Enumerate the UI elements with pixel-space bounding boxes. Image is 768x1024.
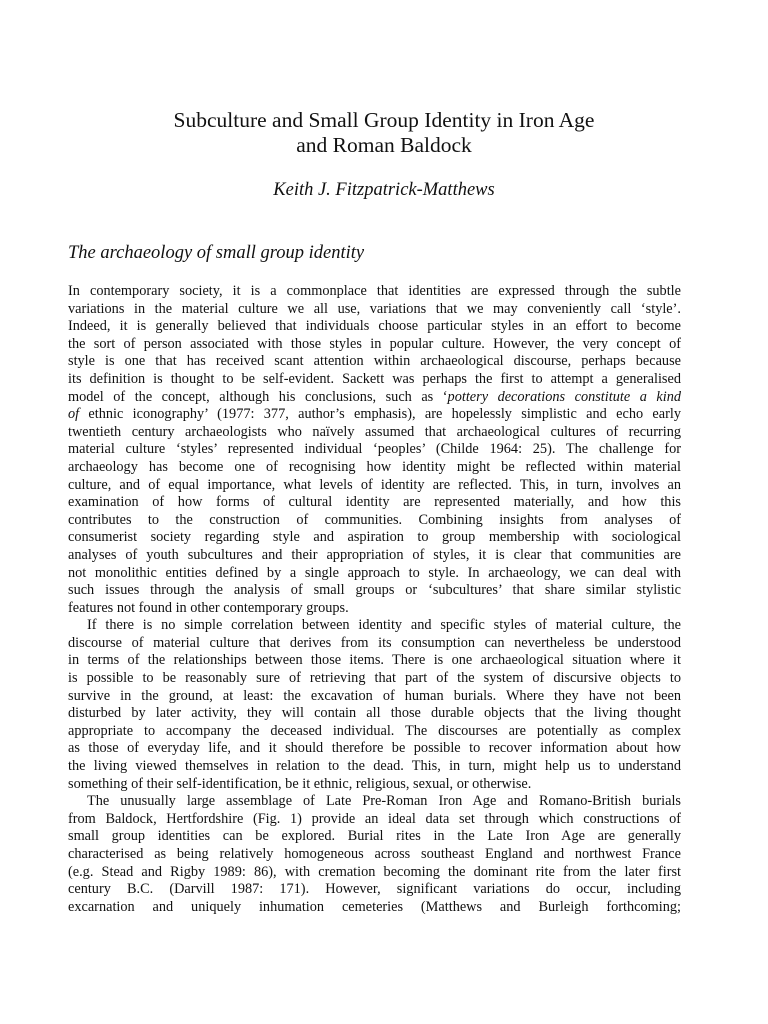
text-line: discourse of material culture that derives from its consumption can nevertheless be understood: [68, 634, 681, 651]
emphasis-run: pottery decorations constitute a kind: [447, 388, 681, 405]
text-line: its definition is thought to be self-evident. Sackett was perhaps the first to attempt a generalised: [68, 370, 681, 387]
text-line: survive in the ground, at least: the excavation of human burials. Where they have not been: [68, 687, 681, 704]
text-line: features not found in other contemporary groups.: [68, 599, 349, 616]
text-line: variations in the material culture we all use, variations that we may conveniently call ‘style’.: [68, 300, 681, 317]
text-line: archaeology has become one of recognising how identity might be reflected within material: [68, 458, 681, 475]
text-line: the living viewed themselves in relation to the dead. This, in turn, might help us to understand: [68, 758, 681, 775]
text-line: analyses of youth subcultures and their appropriation of styles, it is clear that communities are: [68, 546, 681, 563]
text-line: examination of how forms of cultural identity are represented materially, and how this: [68, 494, 681, 511]
text-line: excarnation and uniquely inhumation cemeteries (Matthews and Burleigh forthcoming;: [68, 898, 681, 915]
section-heading: The archaeology of small group identity: [68, 243, 365, 263]
text-line: The unusually large assemblage of Late Pre-Roman Iron Age and Romano-British burials: [87, 793, 681, 810]
text-line: If there is no simple correlation between identity and specific styles of material culture, the: [87, 617, 681, 634]
text-line: [68, 406, 681, 424]
text-line: disturbed by later activity, they will contain all those durable objects that the living thought: [68, 705, 681, 722]
paper-body: [68, 283, 681, 916]
text-line: [68, 389, 681, 407]
text-line: culture, and of equal importance, what levels of identity are reflected. This, in turn, involves an: [68, 476, 681, 493]
text-line: is possible to be reasonably sure of retrieving that part of the system of discursive objects to: [68, 670, 681, 687]
text-line: characterised as being relatively homogeneous across southeast England and northwest France: [68, 846, 681, 862]
text-line: not monolithic entities defined by a single approach to style. In archaeology, we can deal with: [68, 564, 681, 581]
text-line: twentieth century archaeologists who naïvely assumed that archaeological cultures of recurring: [68, 423, 681, 440]
text-line: consumerist society regarding style and aspiration to group membership with sociological: [68, 529, 681, 546]
paragraph-2: [68, 617, 681, 793]
text-line: (e.g. Stead and Rigby 1989: 86), with cremation becoming the dominant rite from the later first: [68, 863, 681, 880]
text-line: small group identities can be explored. Burial rites in the Late Iron Age are generally: [68, 828, 681, 845]
text-line: in terms of the relationships between those items. There is one archaeological situation where it: [68, 652, 681, 669]
text-line: material culture ‘styles’ represented individual ‘peoples’ (Childe 1964: 25). The challenge for: [68, 441, 681, 458]
text-line: such issues through the analysis of small groups or ‘subcultures’ that share similar stylistic: [68, 582, 681, 599]
paragraph-1: [68, 283, 681, 617]
paper-author: Keith J. Fitzpatrick-Matthews: [273, 180, 495, 200]
text-line: as those of everyday life, and it should therefore be possible to recover information about how: [68, 740, 681, 757]
text-line: from Baldock, Hertfordshire (Fig. 1) provide an ideal data set through which constructions of: [68, 810, 681, 827]
paper-title-line-1: Subculture and Small Group Identity in Iron Age: [173, 108, 595, 132]
text-line: style is one that has received scant attention within archaeological discourse, perhaps because: [68, 353, 681, 370]
text-line: Indeed, it is generally believed that individuals choose particular styles in an effort to become: [68, 318, 681, 335]
text-line: something of their self-identification, be it ethnic, religious, sexual, or otherwise.: [68, 775, 532, 792]
text-line: the sort of person associated with those styles in popular culture. However, the very concept of: [68, 335, 681, 352]
paper-title: [60, 108, 708, 158]
paragraph-3: [68, 793, 681, 916]
text-run: model of the concept, although his conclusions, such as ‘: [68, 388, 448, 405]
text-line: In contemporary society, it is a commonplace that identities are expressed through the subtle: [68, 283, 681, 299]
text-line: appropriate to accompany the deceased individual. The discourses are potentially as complex: [68, 722, 681, 739]
paper-title-line-2: and Roman Baldock: [296, 133, 472, 157]
emphasis-run: of: [68, 406, 80, 423]
text-line: contributes to the construction of communities. Combining insights from analyses of: [68, 511, 681, 528]
text-line: century B.C. (Darvill 1987: 171). However, significant variations do occur, including: [68, 881, 681, 898]
text-run: ethnic iconography’ (1977: 377, author’s emphasis), are hopelessly simplistic and echo early: [79, 406, 681, 423]
